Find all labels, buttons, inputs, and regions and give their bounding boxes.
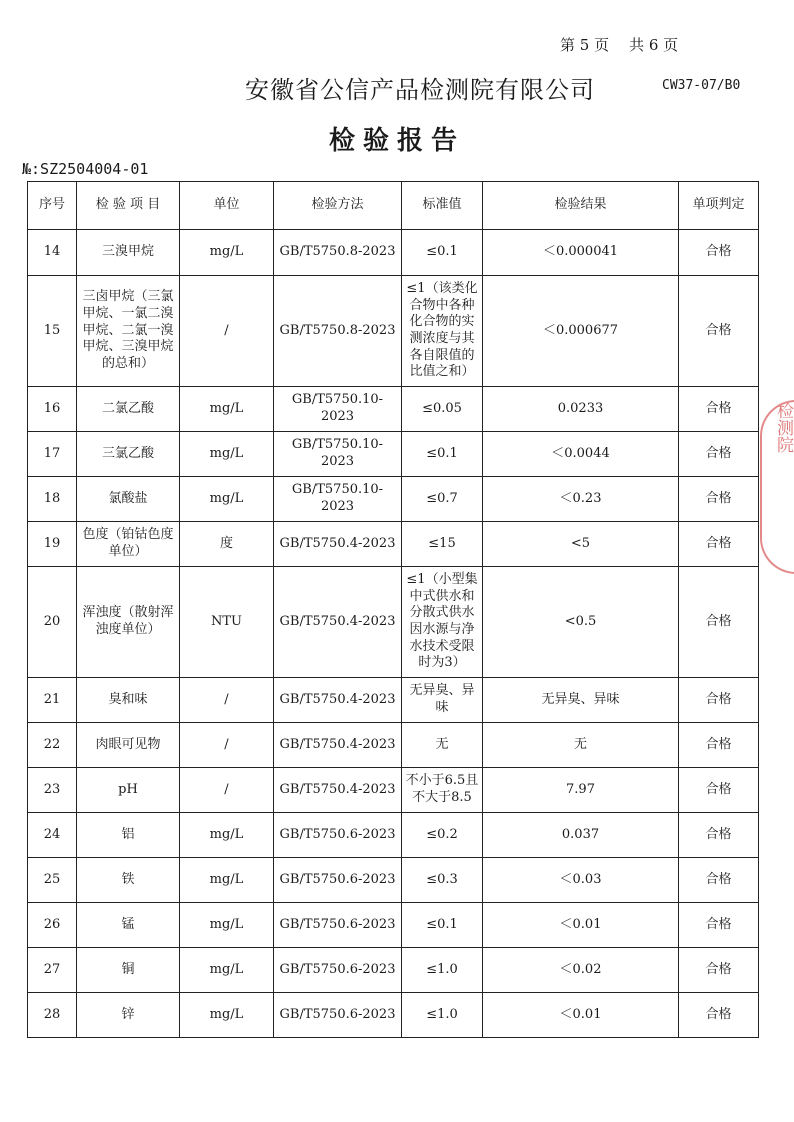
cell-unit: mg/L [180, 993, 274, 1038]
cell-method: GB/T5750.10-2023 [274, 432, 402, 477]
cell-standard: ≤0.05 [402, 387, 483, 432]
cell-result: ＜0.000041 [483, 230, 679, 276]
cell-item: 三卤甲烷（三氯甲烷、一氯二溴甲烷、二氯一溴甲烷、三溴甲烷的总和） [77, 276, 180, 387]
cell-item: 浑浊度（散射浑浊度单位） [77, 567, 180, 678]
cell-no: 14 [28, 230, 77, 276]
report-title: 检验报告 [328, 126, 465, 156]
cell-standard: ≤0.2 [402, 813, 483, 858]
table-row [28, 230, 759, 276]
cell-result: ＜0.01 [483, 903, 679, 948]
cell-no: 17 [28, 432, 77, 477]
cell-verdict: 合格 [679, 813, 759, 858]
cell-verdict: 合格 [679, 678, 759, 723]
cell-method: GB/T5750.8-2023 [274, 276, 402, 387]
cell-standard: 无异臭、异味 [402, 678, 483, 723]
cell-item: 铜 [77, 948, 180, 993]
table-row [28, 723, 759, 768]
cell-unit: 度 [180, 522, 274, 567]
table-row [28, 477, 759, 522]
cell-item: 三溴甲烷 [77, 230, 180, 276]
header-no: 序号 [28, 182, 77, 230]
cell-no: 18 [28, 477, 77, 522]
table-row [28, 768, 759, 813]
cell-no: 26 [28, 903, 77, 948]
cell-no: 16 [28, 387, 77, 432]
cell-item: pH [77, 768, 180, 813]
cell-result: 7.97 [483, 768, 679, 813]
header-unit: 单位 [180, 182, 274, 230]
cell-standard: ≤1（小型集中式供水和分散式供水因水源与净水技术受限时为3） [402, 567, 483, 678]
table-header-row [28, 182, 759, 230]
cell-result: ＜0.01 [483, 993, 679, 1038]
table-row [28, 903, 759, 948]
cell-method: GB/T5750.10-2023 [274, 477, 402, 522]
cell-method: GB/T5750.4-2023 [274, 567, 402, 678]
cell-no: 22 [28, 723, 77, 768]
cell-no: 23 [28, 768, 77, 813]
cell-verdict: 合格 [679, 387, 759, 432]
red-seal-stamp [760, 400, 794, 574]
cell-no: 15 [28, 276, 77, 387]
cell-unit: mg/L [180, 432, 274, 477]
cell-method: GB/T5750.10-2023 [274, 387, 402, 432]
cell-no: 19 [28, 522, 77, 567]
cell-unit: mg/L [180, 387, 274, 432]
inspection-table [27, 181, 759, 1038]
table-row [28, 993, 759, 1038]
cell-result: 无异臭、异味 [483, 678, 679, 723]
cell-standard: ≤0.1 [402, 903, 483, 948]
cell-no: 24 [28, 813, 77, 858]
cell-standard: 不小于6.5且不大于8.5 [402, 768, 483, 813]
cell-method: GB/T5750.4-2023 [274, 522, 402, 567]
cell-item: 锰 [77, 903, 180, 948]
cell-standard: ≤0.7 [402, 477, 483, 522]
cell-unit: / [180, 276, 274, 387]
form-code: CW37-07/B0 [662, 78, 741, 93]
cell-method: GB/T5750.4-2023 [274, 678, 402, 723]
cell-unit: mg/L [180, 477, 274, 522]
report-number: №:SZ2504004-01 [22, 160, 149, 178]
cell-verdict: 合格 [679, 522, 759, 567]
table-row [28, 276, 759, 387]
table-row [28, 432, 759, 477]
cell-unit: / [180, 723, 274, 768]
cell-verdict: 合格 [679, 276, 759, 387]
cell-item: 氯酸盐 [77, 477, 180, 522]
cell-verdict: 合格 [679, 567, 759, 678]
cell-result: ＜0.03 [483, 858, 679, 903]
cell-result: 0.037 [483, 813, 679, 858]
cell-method: GB/T5750.4-2023 [274, 768, 402, 813]
cell-method: GB/T5750.4-2023 [274, 723, 402, 768]
cell-standard: ≤0.1 [402, 230, 483, 276]
cell-item: 三氯乙酸 [77, 432, 180, 477]
cell-item: 锌 [77, 993, 180, 1038]
stamp-text: 检测院 [773, 402, 793, 453]
cell-no: 28 [28, 993, 77, 1038]
cell-result: <0.5 [483, 567, 679, 678]
cell-method: GB/T5750.6-2023 [274, 948, 402, 993]
cell-unit: mg/L [180, 858, 274, 903]
table-row [28, 567, 759, 678]
cell-no: 21 [28, 678, 77, 723]
cell-item: 色度（铂钴色度单位） [77, 522, 180, 567]
cell-unit: NTU [180, 567, 274, 678]
cell-item: 铝 [77, 813, 180, 858]
cell-no: 20 [28, 567, 77, 678]
header-verdict: 单项判定 [679, 182, 759, 230]
table-row [28, 387, 759, 432]
cell-standard: ≤1（该类化合物中各种化合物的实测浓度与其各自限值的比值之和） [402, 276, 483, 387]
page-current: 第 5 页 [560, 36, 610, 54]
cell-unit: mg/L [180, 903, 274, 948]
cell-result: 无 [483, 723, 679, 768]
cell-result: ＜0.23 [483, 477, 679, 522]
cell-method: GB/T5750.6-2023 [274, 813, 402, 858]
cell-result: <5 [483, 522, 679, 567]
cell-no: 25 [28, 858, 77, 903]
table-row [28, 813, 759, 858]
cell-method: GB/T5750.6-2023 [274, 858, 402, 903]
cell-no: 27 [28, 948, 77, 993]
table-row [28, 948, 759, 993]
cell-verdict: 合格 [679, 948, 759, 993]
cell-verdict: 合格 [679, 903, 759, 948]
cell-unit: / [180, 678, 274, 723]
cell-item: 肉眼可见物 [77, 723, 180, 768]
cell-method: GB/T5750.8-2023 [274, 230, 402, 276]
page-indicator [560, 34, 720, 55]
header-result: 检验结果 [483, 182, 679, 230]
header-item: 检 验 项 目 [77, 182, 180, 230]
cell-verdict: 合格 [679, 432, 759, 477]
cell-standard: ≤0.1 [402, 432, 483, 477]
cell-method: GB/T5750.6-2023 [274, 993, 402, 1038]
cell-result: 0.0233 [483, 387, 679, 432]
table-row [28, 522, 759, 567]
cell-standard: ≤0.3 [402, 858, 483, 903]
cell-unit: mg/L [180, 230, 274, 276]
cell-standard: ≤1.0 [402, 948, 483, 993]
cell-standard: ≤15 [402, 522, 483, 567]
cell-result: ＜0.0044 [483, 432, 679, 477]
cell-verdict: 合格 [679, 993, 759, 1038]
cell-verdict: 合格 [679, 858, 759, 903]
cell-result: ＜0.000677 [483, 276, 679, 387]
cell-unit: mg/L [180, 813, 274, 858]
cell-item: 二氯乙酸 [77, 387, 180, 432]
cell-standard: 无 [402, 723, 483, 768]
cell-unit: mg/L [180, 948, 274, 993]
cell-verdict: 合格 [679, 723, 759, 768]
page-total: 共 6 页 [629, 36, 679, 54]
table-row [28, 678, 759, 723]
cell-verdict: 合格 [679, 477, 759, 522]
cell-standard: ≤1.0 [402, 993, 483, 1038]
cell-method: GB/T5750.6-2023 [274, 903, 402, 948]
header-standard: 标准值 [402, 182, 483, 230]
cell-unit: / [180, 768, 274, 813]
cell-verdict: 合格 [679, 768, 759, 813]
cell-result: ＜0.02 [483, 948, 679, 993]
cell-item: 铁 [77, 858, 180, 903]
organization-name: 安徽省公信产品检测院有限公司 [245, 76, 595, 104]
cell-item: 臭和味 [77, 678, 180, 723]
header-method: 检验方法 [274, 182, 402, 230]
table-row [28, 858, 759, 903]
cell-verdict: 合格 [679, 230, 759, 276]
